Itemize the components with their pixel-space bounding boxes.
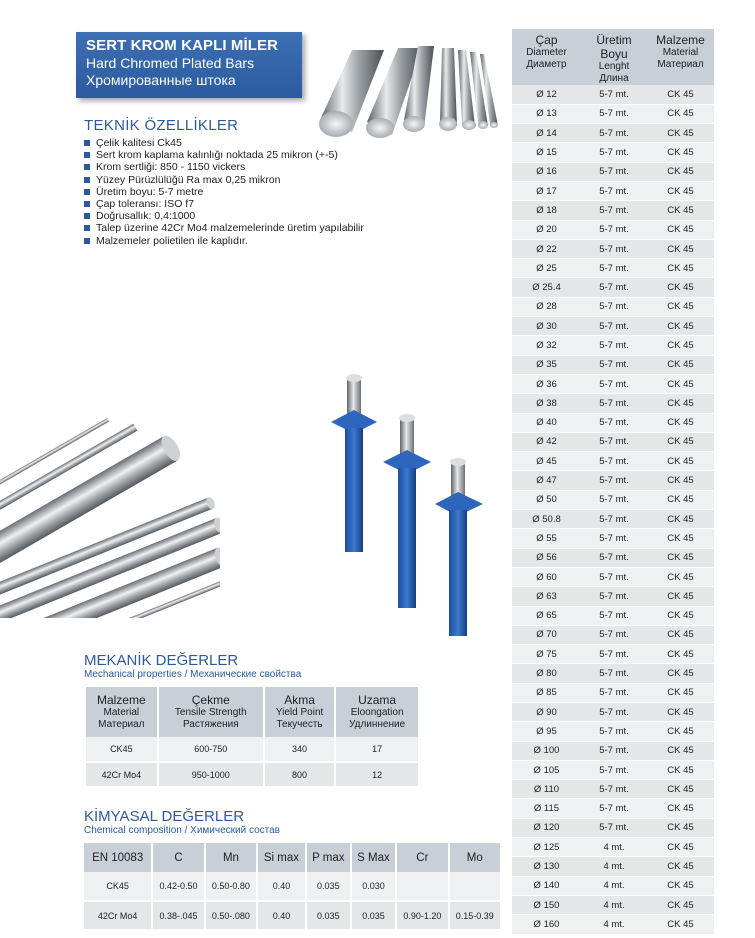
table-row bbox=[512, 201, 714, 220]
table-cell: CK 45 bbox=[647, 394, 714, 413]
table-cell bbox=[396, 872, 448, 901]
table-cell: 5-7 mt. bbox=[581, 741, 647, 760]
table-cell: Ø 28 bbox=[512, 297, 581, 316]
bullet-icon bbox=[84, 177, 90, 183]
table-cell: CK 45 bbox=[647, 587, 714, 606]
table-cell: CK45 bbox=[86, 737, 158, 762]
table-row bbox=[512, 490, 714, 509]
table-cell: CK 45 bbox=[647, 181, 714, 200]
table-cell: 5-7 mt. bbox=[581, 162, 647, 181]
table-cell bbox=[449, 872, 501, 901]
subtitle-ru: Хромированные штока bbox=[86, 72, 236, 88]
table-row bbox=[512, 703, 714, 722]
table-cell: Ø 85 bbox=[512, 683, 581, 702]
table-cell: Ø 80 bbox=[512, 664, 581, 683]
table-row bbox=[84, 872, 501, 901]
coated-bars-photo bbox=[325, 370, 505, 640]
col-header-material: Malzeme Material Материал bbox=[647, 29, 714, 85]
table-cell: CK 45 bbox=[647, 355, 714, 374]
col-header: Çekme Tensile Strength Растяжения bbox=[158, 687, 264, 737]
table-cell: 5-7 mt. bbox=[581, 490, 647, 509]
table-cell: CK 45 bbox=[647, 741, 714, 760]
table-cell: 5-7 mt. bbox=[581, 799, 647, 818]
table-cell: CK 45 bbox=[647, 625, 714, 644]
table-row bbox=[512, 374, 714, 393]
col-header: Akma Yield Point Текучесть bbox=[264, 687, 335, 737]
table-cell: 5-7 mt. bbox=[581, 239, 647, 258]
table-cell: Ø 125 bbox=[512, 838, 581, 857]
table-row bbox=[512, 259, 714, 278]
table-cell: 0.035 bbox=[306, 872, 351, 901]
table-cell: Ø 56 bbox=[512, 548, 581, 567]
table-row bbox=[512, 413, 714, 432]
table-cell: 5-7 mt. bbox=[581, 394, 647, 413]
table-row bbox=[512, 760, 714, 779]
table-cell: 0.15-0.39 bbox=[449, 901, 501, 930]
bullet-icon bbox=[84, 225, 90, 231]
col-header: Uzama Eloongation Удлиннение bbox=[335, 687, 419, 737]
col-header: P max bbox=[306, 843, 351, 872]
subtitle-en: Hard Chromed Plated Bars bbox=[86, 55, 255, 71]
table-cell: 5-7 mt. bbox=[581, 124, 647, 143]
col-header-length: Üretim Boyu Lenght Длина bbox=[581, 29, 647, 85]
table-cell: 5-7 mt. bbox=[581, 760, 647, 779]
col-header: EN 10083 bbox=[84, 843, 152, 872]
table-cell: CK 45 bbox=[647, 201, 714, 220]
bullet-icon bbox=[84, 238, 90, 244]
table-cell: CK 45 bbox=[647, 104, 714, 123]
chemical-table bbox=[84, 843, 502, 931]
table-row bbox=[512, 336, 714, 355]
list-item: Krom sertliği: 850 - 1150 vickers bbox=[84, 161, 364, 173]
table-row bbox=[512, 432, 714, 451]
table-cell: 5-7 mt. bbox=[581, 645, 647, 664]
table-row bbox=[86, 762, 419, 787]
table-row bbox=[512, 722, 714, 741]
table-cell: Ø 100 bbox=[512, 741, 581, 760]
table-row bbox=[512, 683, 714, 702]
col-header: C bbox=[152, 843, 204, 872]
table-row bbox=[512, 915, 714, 934]
table-cell: Ø 15 bbox=[512, 143, 581, 162]
table-row bbox=[512, 838, 714, 857]
col-header: Mn bbox=[205, 843, 257, 872]
table-row bbox=[512, 278, 714, 297]
bullet-icon bbox=[84, 189, 90, 195]
table-cell: Ø 55 bbox=[512, 529, 581, 548]
table-row bbox=[512, 124, 714, 143]
table-cell: 5-7 mt. bbox=[581, 278, 647, 297]
table-cell: CK 45 bbox=[647, 529, 714, 548]
table-cell: 5-7 mt. bbox=[581, 317, 647, 336]
table-cell: 0.50-.080 bbox=[205, 901, 257, 930]
table-cell: Ø 150 bbox=[512, 895, 581, 914]
table-row bbox=[512, 317, 714, 336]
table-cell: 600-750 bbox=[158, 737, 264, 762]
table-cell: 5-7 mt. bbox=[581, 780, 647, 799]
table-row bbox=[512, 857, 714, 876]
table-cell: 5-7 mt. bbox=[581, 452, 647, 471]
table-cell: 5-7 mt. bbox=[581, 664, 647, 683]
table-cell: CK 45 bbox=[647, 838, 714, 857]
table-cell: CK 45 bbox=[647, 143, 714, 162]
table-cell: 0.42-0.50 bbox=[152, 872, 204, 901]
table-cell: CK 45 bbox=[647, 432, 714, 451]
col-header: Si max bbox=[257, 843, 306, 872]
table-row bbox=[512, 664, 714, 683]
table-cell: 5-7 mt. bbox=[581, 432, 647, 451]
table-row bbox=[512, 510, 714, 529]
col-header: S Max bbox=[351, 843, 396, 872]
col-header: Mo bbox=[449, 843, 501, 872]
table-cell: 5-7 mt. bbox=[581, 220, 647, 239]
table-cell: CK 45 bbox=[647, 374, 714, 393]
table-row bbox=[512, 741, 714, 760]
table-cell: 0.38-.045 bbox=[152, 901, 204, 930]
table-cell: Ø 130 bbox=[512, 857, 581, 876]
table-cell: 5-7 mt. bbox=[581, 413, 647, 432]
table-cell: 5-7 mt. bbox=[581, 703, 647, 722]
list-item: Çap toleransı: ISO f7 bbox=[84, 198, 364, 210]
chemical-subheading: Chemical composition / Химический состав bbox=[84, 825, 280, 836]
table-cell: CK 45 bbox=[647, 567, 714, 586]
table-cell: CK 45 bbox=[647, 722, 714, 741]
table-cell: 5-7 mt. bbox=[581, 104, 647, 123]
table-cell: CK 45 bbox=[647, 124, 714, 143]
chrome-bars-photo-top bbox=[312, 40, 512, 140]
table-cell: Ø 140 bbox=[512, 876, 581, 895]
table-cell: CK 45 bbox=[647, 490, 714, 509]
table-cell: 800 bbox=[264, 762, 335, 787]
table-cell: CK 45 bbox=[647, 85, 714, 104]
table-cell: CK 45 bbox=[647, 220, 714, 239]
table-cell: Ø 12 bbox=[512, 85, 581, 104]
list-item: Talep üzerine 42Cr Mo4 malzemelerinde üretim yapılabilir bbox=[84, 222, 364, 234]
table-cell: 5-7 mt. bbox=[581, 201, 647, 220]
table-cell: CK 45 bbox=[647, 664, 714, 683]
list-item: Üretim boyu: 5-7 metre bbox=[84, 186, 364, 198]
mechanical-table bbox=[86, 687, 420, 788]
table-cell: 5-7 mt. bbox=[581, 336, 647, 355]
table-cell: CK 45 bbox=[647, 336, 714, 355]
table-cell: 5-7 mt. bbox=[581, 471, 647, 490]
table-cell: Ø 160 bbox=[512, 915, 581, 934]
table-cell: Ø 70 bbox=[512, 625, 581, 644]
table-cell: CK 45 bbox=[647, 471, 714, 490]
table-cell: 0.90-1.20 bbox=[396, 901, 448, 930]
table-cell: Ø 95 bbox=[512, 722, 581, 741]
table-cell: 0.50-0.80 bbox=[205, 872, 257, 901]
table-cell: CK 45 bbox=[647, 857, 714, 876]
table-cell: 12 bbox=[335, 762, 419, 787]
list-item: Çelik kalitesi Ck45 bbox=[84, 137, 364, 149]
table-row bbox=[512, 104, 714, 123]
table-cell: Ø 18 bbox=[512, 201, 581, 220]
list-item: Sert krom kaplama kalınlığı noktada 25 mikron (+-5) bbox=[84, 149, 364, 161]
table-cell: 5-7 mt. bbox=[581, 355, 647, 374]
bullet-icon bbox=[84, 140, 90, 146]
table-cell: CK45 bbox=[84, 872, 152, 901]
table-cell: 5-7 mt. bbox=[581, 374, 647, 393]
table-cell: CK 45 bbox=[647, 259, 714, 278]
table-cell: CK 45 bbox=[647, 548, 714, 567]
table-row bbox=[512, 567, 714, 586]
table-cell: Ø 25.4 bbox=[512, 278, 581, 297]
table-cell: CK 45 bbox=[647, 239, 714, 258]
table-row bbox=[84, 901, 501, 930]
table-cell: Ø 115 bbox=[512, 799, 581, 818]
chemical-heading: KİMYASAL DEĞERLER bbox=[84, 808, 245, 825]
table-cell: Ø 120 bbox=[512, 818, 581, 837]
table-cell: 5-7 mt. bbox=[581, 722, 647, 741]
list-item: Yüzey Pürüzlülüğü Ra max 0,25 mikron bbox=[84, 174, 364, 186]
table-row bbox=[512, 645, 714, 664]
table-cell: 5-7 mt. bbox=[581, 143, 647, 162]
table-cell: 5-7 mt. bbox=[581, 818, 647, 837]
list-item: Doğrusallık: 0,4:1000 bbox=[84, 210, 364, 222]
table-row bbox=[512, 529, 714, 548]
table-cell: 5-7 mt. bbox=[581, 683, 647, 702]
table-cell: 0.030 bbox=[351, 872, 396, 901]
table-cell: Ø 14 bbox=[512, 124, 581, 143]
table-row bbox=[512, 143, 714, 162]
table-row bbox=[512, 162, 714, 181]
table-cell: 0.035 bbox=[351, 901, 396, 930]
table-cell: Ø 110 bbox=[512, 780, 581, 799]
table-cell: Ø 22 bbox=[512, 239, 581, 258]
table-cell: 5-7 mt. bbox=[581, 85, 647, 104]
table-cell: 950-1000 bbox=[158, 762, 264, 787]
table-cell: Ø 65 bbox=[512, 606, 581, 625]
table-row bbox=[512, 471, 714, 490]
table-cell: Ø 40 bbox=[512, 413, 581, 432]
table-cell: 4 mt. bbox=[581, 895, 647, 914]
mechanical-subheading: Mechanical properties / Механические свойства bbox=[84, 669, 302, 680]
table-cell: CK 45 bbox=[647, 683, 714, 702]
table-row bbox=[512, 394, 714, 413]
table-row bbox=[512, 780, 714, 799]
tech-specs-heading: TEKNİK ÖZELLİKLER bbox=[84, 117, 239, 134]
title-banner bbox=[76, 32, 302, 98]
table-cell: CK 45 bbox=[647, 915, 714, 934]
table-cell: Ø 36 bbox=[512, 374, 581, 393]
table-row bbox=[512, 625, 714, 644]
table-cell: Ø 75 bbox=[512, 645, 581, 664]
table-cell: Ø 32 bbox=[512, 336, 581, 355]
table-cell: CK 45 bbox=[647, 297, 714, 316]
table-row bbox=[512, 548, 714, 567]
col-header: Malzeme Material Материал bbox=[86, 687, 158, 737]
table-cell: 42Cr Mo4 bbox=[86, 762, 158, 787]
table-cell: 5-7 mt. bbox=[581, 297, 647, 316]
table-cell: Ø 50.8 bbox=[512, 510, 581, 529]
table-cell: 5-7 mt. bbox=[581, 587, 647, 606]
table-cell: CK 45 bbox=[647, 413, 714, 432]
table-cell: CK 45 bbox=[647, 818, 714, 837]
table-cell: 4 mt. bbox=[581, 838, 647, 857]
bullet-icon bbox=[84, 152, 90, 158]
table-cell: Ø 17 bbox=[512, 181, 581, 200]
table-cell: 5-7 mt. bbox=[581, 259, 647, 278]
table-row bbox=[512, 895, 714, 914]
table-cell: Ø 42 bbox=[512, 432, 581, 451]
table-cell: Ø 16 bbox=[512, 162, 581, 181]
table-row bbox=[512, 239, 714, 258]
col-header-diameter: Çap Diameter Диаметр bbox=[512, 29, 581, 85]
table-row bbox=[512, 297, 714, 316]
bullet-icon bbox=[84, 164, 90, 170]
table-row bbox=[512, 220, 714, 239]
table-cell: 5-7 mt. bbox=[581, 567, 647, 586]
sizes-table bbox=[512, 29, 714, 935]
table-cell: CK 45 bbox=[647, 780, 714, 799]
table-cell: 5-7 mt. bbox=[581, 510, 647, 529]
table-cell: Ø 13 bbox=[512, 104, 581, 123]
table-cell: CK 45 bbox=[647, 452, 714, 471]
table-cell: CK 45 bbox=[647, 645, 714, 664]
table-cell: 0.40 bbox=[257, 901, 306, 930]
table-row bbox=[512, 587, 714, 606]
table-cell: CK 45 bbox=[647, 876, 714, 895]
table-cell: 5-7 mt. bbox=[581, 625, 647, 644]
table-cell: Ø 30 bbox=[512, 317, 581, 336]
table-cell: CK 45 bbox=[647, 895, 714, 914]
bullet-icon bbox=[84, 213, 90, 219]
table-cell: CK 45 bbox=[647, 760, 714, 779]
table-cell: Ø 60 bbox=[512, 567, 581, 586]
table-cell: 5-7 mt. bbox=[581, 548, 647, 567]
table-row bbox=[86, 737, 419, 762]
table-cell: 42Cr Mo4 bbox=[84, 901, 152, 930]
table-cell: 17 bbox=[335, 737, 419, 762]
chrome-bars-photo-left bbox=[0, 388, 220, 618]
table-cell: Ø 20 bbox=[512, 220, 581, 239]
table-row bbox=[512, 606, 714, 625]
table-cell: 0.035 bbox=[306, 901, 351, 930]
table-cell: CK 45 bbox=[647, 317, 714, 336]
mechanical-heading: MEKANİK DEĞERLER bbox=[84, 652, 239, 669]
table-cell: Ø 25 bbox=[512, 259, 581, 278]
table-row bbox=[512, 181, 714, 200]
table-row bbox=[512, 355, 714, 374]
table-cell: Ø 63 bbox=[512, 587, 581, 606]
table-cell: 4 mt. bbox=[581, 876, 647, 895]
table-cell: 0.40 bbox=[257, 872, 306, 901]
table-cell: Ø 35 bbox=[512, 355, 581, 374]
table-cell: Ø 90 bbox=[512, 703, 581, 722]
table-row bbox=[512, 85, 714, 104]
table-cell: CK 45 bbox=[647, 278, 714, 297]
table-row bbox=[512, 452, 714, 471]
table-cell: 4 mt. bbox=[581, 857, 647, 876]
table-cell: CK 45 bbox=[647, 799, 714, 818]
col-header: Cr bbox=[396, 843, 448, 872]
table-row bbox=[512, 818, 714, 837]
table-cell: CK 45 bbox=[647, 162, 714, 181]
table-cell: 5-7 mt. bbox=[581, 606, 647, 625]
table-cell: Ø 38 bbox=[512, 394, 581, 413]
tech-specs-list bbox=[84, 137, 364, 247]
table-cell: 5-7 mt. bbox=[581, 181, 647, 200]
table-cell: Ø 47 bbox=[512, 471, 581, 490]
table-cell: CK 45 bbox=[647, 510, 714, 529]
bullet-icon bbox=[84, 201, 90, 207]
table-cell: Ø 45 bbox=[512, 452, 581, 471]
table-row bbox=[512, 876, 714, 895]
page-title: SERT KROM KAPLI MİLER bbox=[86, 37, 279, 54]
table-cell: CK 45 bbox=[647, 606, 714, 625]
table-cell: 4 mt. bbox=[581, 915, 647, 934]
table-cell: Ø 105 bbox=[512, 760, 581, 779]
table-cell: CK 45 bbox=[647, 703, 714, 722]
table-cell: 340 bbox=[264, 737, 335, 762]
table-row bbox=[512, 799, 714, 818]
table-cell: 5-7 mt. bbox=[581, 529, 647, 548]
list-item: Malzemeler polietilen ile kaplıdır. bbox=[84, 235, 364, 247]
table-cell: Ø 50 bbox=[512, 490, 581, 509]
